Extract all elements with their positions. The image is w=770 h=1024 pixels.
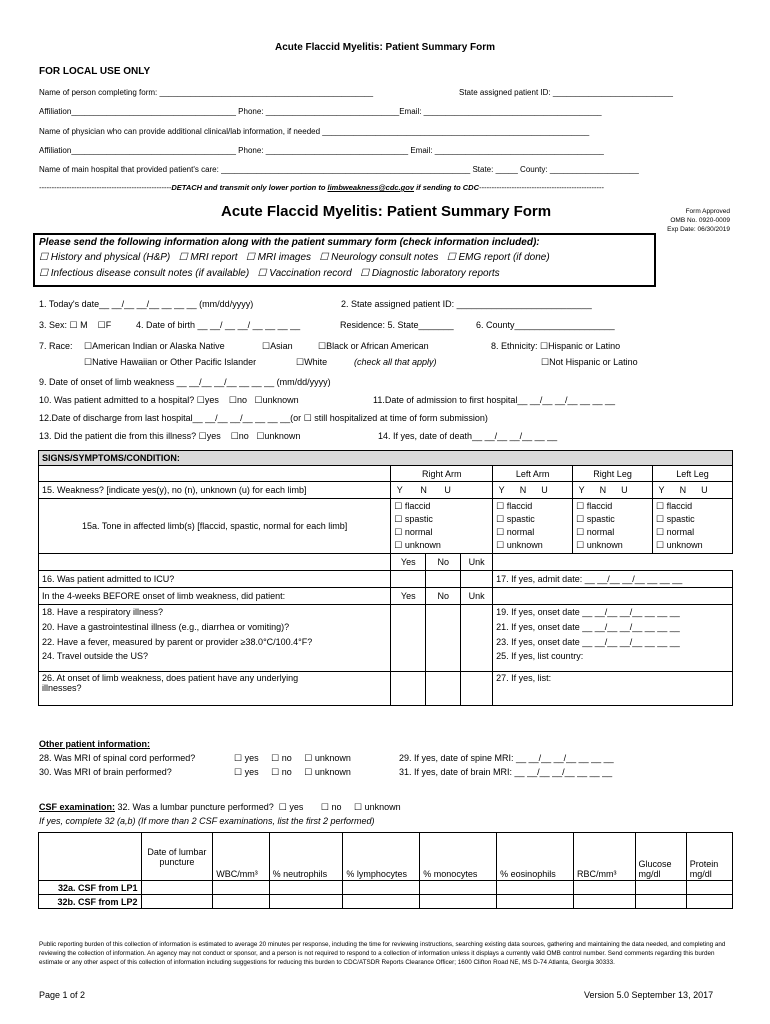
check-neuro-notes[interactable] bbox=[319, 252, 328, 263]
check-lab-reports[interactable] bbox=[360, 268, 369, 279]
limb-left-arm: Left Arm bbox=[493, 466, 573, 482]
email-link[interactable]: limbweakness@cdc.gov bbox=[327, 183, 415, 192]
limb-left-leg: Left Leg bbox=[653, 466, 733, 482]
q11-admission-date[interactable]: 11.Date of admission to first hospital__ __/__ __/__ __ __ __ bbox=[373, 395, 615, 405]
q14-death-date[interactable]: 14. If yes, date of death__ __/__ __/__ __ __ bbox=[378, 431, 558, 441]
col-glucose: Glucose mg/dl bbox=[635, 833, 686, 881]
detach-line: -----------------------------------------------------DETACH and transmit only lower portion to limbweakness@cdc.gov if sending to CDC-------------------------------------------------- bbox=[39, 183, 604, 192]
col-rbc: RBC/mm³ bbox=[574, 833, 636, 881]
row-lp1: 32a. CSF from LP1 bbox=[39, 881, 142, 895]
still-hospitalized-checkbox[interactable] bbox=[304, 413, 312, 423]
csf-note: If yes, complete 32 (a,b) (If more than 2 CSF examinations, list the first 2 performed) bbox=[39, 816, 375, 826]
q15-weakness: 15. Weakness? [indicate yes(y), no (n), unknown (u) for each limb] bbox=[39, 482, 391, 499]
q15a-tone: 15a. Tone in affected limb(s) [flaccid, spastic, normal for each limb] bbox=[39, 499, 391, 554]
person-completing-field[interactable]: Name of person completing form: ________________________________________________ bbox=[39, 88, 374, 97]
check-mri-report[interactable] bbox=[179, 252, 188, 263]
checklist-row-1: ☐ History and physical (H&P) ☐ MRI report ☐ MRI images ☐ Neurology consult notes ☐ EMG report (if done) bbox=[39, 252, 550, 263]
col-no: No bbox=[426, 554, 461, 571]
col-protein: Protein mg/dl bbox=[686, 833, 732, 881]
q21-onset[interactable]: 21. If yes, onset date __ __/__ __/__ __ __ __ bbox=[493, 620, 733, 635]
q5-state[interactable]: Residence: 5. State_______ bbox=[340, 320, 454, 330]
version: Version 5.0 September 13, 2017 bbox=[584, 990, 714, 1000]
q31-brain-mri-date[interactable]: 31. If yes, date of brain MRI: __ __/__ __/__ __ __ __ bbox=[399, 767, 613, 777]
sex-f-checkbox[interactable] bbox=[98, 320, 106, 330]
header-title: Acute Flaccid Myelitis: Patient Summary Form bbox=[274, 42, 496, 53]
before-onset: In the 4-weeks BEFORE onset of limb weakness, did patient: bbox=[39, 588, 391, 605]
row-lp2: 32b. CSF from LP2 bbox=[39, 895, 142, 909]
send-info-text: Please send the following information along with the patient summary form (check information included): bbox=[39, 237, 540, 248]
tone-left-arm[interactable]: ☐ flaccid ☐ spastic ☐ normal ☐ unknown bbox=[493, 499, 573, 554]
check-hp[interactable] bbox=[39, 252, 48, 263]
burden-statement: Public reporting burden of this collection of information is estimated to average 20 minutes per response, including the time for reviewing instructions, searching existing data sources, gathering and maintaining the data needed, and completing and reviewing the collection of information. An agency may not conduct or sponsor, and a person is not required to respond to a collection of information unless it displays a currently valid OMB control number. Send comments regarding this burden estimate or any other aspect of this collection of information including suggestions for reducing this burden to CDC/ATSDR Reports Clearance Officer; 1600 Clifton Road NE, MS D-74 Atlanta, Georgia 30333. bbox=[39, 941, 726, 966]
tone-right-arm[interactable]: ☐ flaccid ☐ spastic ☐ normal ☐ unknown bbox=[391, 499, 493, 554]
q17-admit-date[interactable]: 17. If yes, admit date: __ __/__ __/__ __ __ __ bbox=[493, 571, 733, 588]
q32-lumbar-puncture: CSF examination: 32. Was a lumbar puncture performed? ☐ yes ☐ no ☐ unknown bbox=[39, 802, 401, 813]
col-wbc: WBC/mm³ bbox=[213, 833, 269, 881]
q29-spine-mri-date[interactable]: 29. If yes, date of spine MRI: __ __/__ __/__ __ __ __ bbox=[399, 753, 614, 763]
q1-todays-date[interactable]: 1. Today's date__ __/__ __/__ __ __ __ (mm/dd/yyyy) bbox=[39, 299, 254, 309]
hospital-field[interactable]: Name of main hospital that provided patient's care: ________________________________________________________ State: _____ County: ____________________ bbox=[39, 165, 639, 174]
q9-onset-date[interactable]: 9. Date of onset of limb weakness __ __/__ __/__ __ __ __ (mm/dd/yyyy) bbox=[39, 377, 331, 387]
omb-info: Form Approved OMB No. 0920-0009 Exp Date: 06/30/2019 bbox=[667, 208, 730, 233]
q30-options[interactable]: ☐ yes ☐ no ☐ unknown bbox=[234, 767, 351, 778]
q8-ethnicity: 8. Ethnicity: ☐ Hispanic or Latino bbox=[491, 341, 620, 352]
q3-sex: 3. Sex: ☐ M ☐ F bbox=[39, 320, 111, 331]
q28-spine-mri: 28. Was MRI of spinal cord performed? bbox=[39, 753, 196, 763]
affiliation-field-1[interactable]: Affiliation_____________________________________ Phone: ______________________________Email: ________________________________________ bbox=[39, 107, 602, 116]
q25-country[interactable]: 25. If yes, list country: bbox=[493, 650, 733, 672]
q19-onset[interactable]: 19. If yes, onset date __ __/__ __/__ __ __ __ bbox=[493, 605, 733, 620]
ynu-right-leg[interactable]: Y N U bbox=[573, 482, 653, 499]
check-vaccination[interactable] bbox=[258, 268, 267, 279]
tone-right-leg[interactable]: ☐ flaccid ☐ spastic ☐ normal ☐ unknown bbox=[573, 499, 653, 554]
q10-admitted: 10. Was patient admitted to a hospital? ☐ yes ☐ no ☐ unknown bbox=[39, 395, 299, 406]
ynu-left-arm[interactable]: Y N U bbox=[493, 482, 573, 499]
race-option-2[interactable]: ☐ Asian bbox=[262, 341, 293, 352]
form-title: Acute Flaccid Myelitis: Patient Summary Form bbox=[221, 203, 552, 220]
state-id-field[interactable]: State assigned patient ID: ___________________________ bbox=[459, 88, 673, 97]
q26-underlying: 26. At onset of limb weakness, does patient have any underlying illnesses? bbox=[39, 672, 391, 706]
q16-icu: 16. Was patient admitted to ICU? bbox=[39, 571, 391, 588]
not-hispanic-option[interactable]: ☐ Not Hispanic or Latino bbox=[541, 357, 638, 368]
check-emg-report[interactable] bbox=[447, 252, 456, 263]
q20-gi: 20. Have a gastrointestinal illness (e.g., diarrhea or vomiting)? bbox=[39, 620, 391, 635]
ynu-right-arm[interactable]: Y N U bbox=[391, 482, 493, 499]
signs-header: SIGNS/SYMPTOMS/CONDITION: bbox=[39, 451, 733, 466]
check-mri-images[interactable] bbox=[246, 252, 255, 263]
q28-options[interactable]: ☐ yes ☐ no ☐ unknown bbox=[234, 753, 351, 764]
check-id-notes[interactable] bbox=[39, 268, 48, 279]
col-monocytes: % monocytes bbox=[420, 833, 497, 881]
col-lymphocytes: % lymphocytes bbox=[343, 833, 420, 881]
sex-m-checkbox[interactable] bbox=[70, 320, 78, 330]
physician-field[interactable]: Name of physician who can provide additional clinical/lab information, if needed ____________________________________________________________ bbox=[39, 127, 590, 136]
other-info-header: Other patient information: bbox=[39, 739, 150, 749]
q6-county[interactable]: 6. County____________________ bbox=[476, 320, 615, 330]
col-unk: Unk bbox=[461, 554, 493, 571]
q2-state-id[interactable]: 2. State assigned patient ID: ___________________________ bbox=[341, 299, 592, 309]
q27-list[interactable]: 27. If yes, list: bbox=[493, 672, 733, 706]
race-note: (check all that apply) bbox=[354, 357, 437, 367]
q24-travel: 24. Travel outside the US? bbox=[39, 650, 391, 672]
race-option-5[interactable]: ☐ White bbox=[296, 357, 327, 368]
race-option-3[interactable]: ☐ Black or African American bbox=[318, 341, 429, 352]
hispanic-checkbox[interactable] bbox=[540, 341, 548, 351]
signs-table: SIGNS/SYMPTOMS/CONDITION: Right Arm Left Arm Right Leg Left Leg 15. Weakness? [indicate yes(y), no (n), unknown (u) for each limb] Y N U Y N U Y N U Y N U 15a. Tone in affected limb(s) [flaccid, spastic, normal for each limb] ☐ flaccid ☐ spastic ☐ normal ☐ unknown ☐ flaccid ☐ spastic ☐ normal ☐ unknown ☐ flaccid ☐ spastic ☐ normal ☐ unknown ☐ flaccid ☐ spastic ☐ normal ☐ unknown Yes No Unk 16. Was patient admitted to ICU? 17. If yes, admit date: __ __/__ __/__ __ __ __ In the 4-weeks BEFORE onset of limb weakness, did patient: Yes No Unk 18. Have a respiratory illness? 19. If yes, onset date __ __/__ __/__ __ __ __ 20. Have a gastrointestinal illness (e.g., diarrhea or vomiting)? 21. If yes, onset date __ __/__ __/__ __ __ __ 22. Have a fever, measured by parent or provider ≥38.0°C/100.4°F? 23. If yes, onset date __ __/__ __/__ __ __ __ 24. Travel outside the US? 25. If yes, list country: 26. At onset of limb weakness, does patient have any underlying illnesses? 27. If yes, list: bbox=[38, 450, 733, 706]
race-option-4[interactable]: ☐ Native Hawaiian or Other Pacific Islander bbox=[84, 357, 256, 368]
race-option-1[interactable]: ☐ American Indian or Alaska Native bbox=[84, 341, 225, 352]
col-yes: Yes bbox=[391, 554, 426, 571]
q4-dob[interactable]: 4. Date of birth __ __/ __ __/ __ __ __ __ bbox=[136, 320, 301, 330]
tone-left-leg[interactable]: ☐ flaccid ☐ spastic ☐ normal ☐ unknown bbox=[653, 499, 733, 554]
col-lp-date: Date of lumbar puncture bbox=[141, 833, 213, 881]
q13-died: 13. Did the patient die from this illness? ☐ yes ☐ no ☐ unknown bbox=[39, 431, 300, 442]
col-eosinophils: % eosinophils bbox=[497, 833, 574, 881]
csf-table bbox=[38, 832, 733, 909]
affiliation-field-2[interactable]: Affiliation_____________________________________ Phone: ________________________________ Email: ______________________________________ bbox=[39, 146, 604, 155]
q23-onset[interactable]: 23. If yes, onset date __ __/__ __/__ __ __ __ bbox=[493, 635, 733, 650]
ynu-left-leg[interactable]: Y N U bbox=[653, 482, 733, 499]
q22-fever: 22. Have a fever, measured by parent or provider ≥38.0°C/100.4°F? bbox=[39, 635, 391, 650]
q30-brain-mri: 30. Was MRI of brain performed? bbox=[39, 767, 172, 777]
local-use-label: FOR LOCAL USE ONLY bbox=[39, 66, 151, 77]
checklist-row-2: ☐ Infectious disease consult notes (if available) ☐ Vaccination record ☐ Diagnostic laboratory reports bbox=[39, 268, 500, 279]
col-neutrophils: % neutrophils bbox=[269, 833, 343, 881]
limb-right-arm: Right Arm bbox=[391, 466, 493, 482]
q12-discharge[interactable]: 12.Date of discharge from last hospital__ __/__ __/__ __ __ __(or ☐ still hospitalized at time of form submission) bbox=[39, 413, 488, 424]
page-number: Page 1 of 2 bbox=[39, 990, 86, 1000]
q7-race-label: 7. Race: bbox=[39, 341, 73, 351]
limb-right-leg: Right Leg bbox=[573, 466, 653, 482]
q18-respiratory: 18. Have a respiratory illness? bbox=[39, 605, 391, 620]
